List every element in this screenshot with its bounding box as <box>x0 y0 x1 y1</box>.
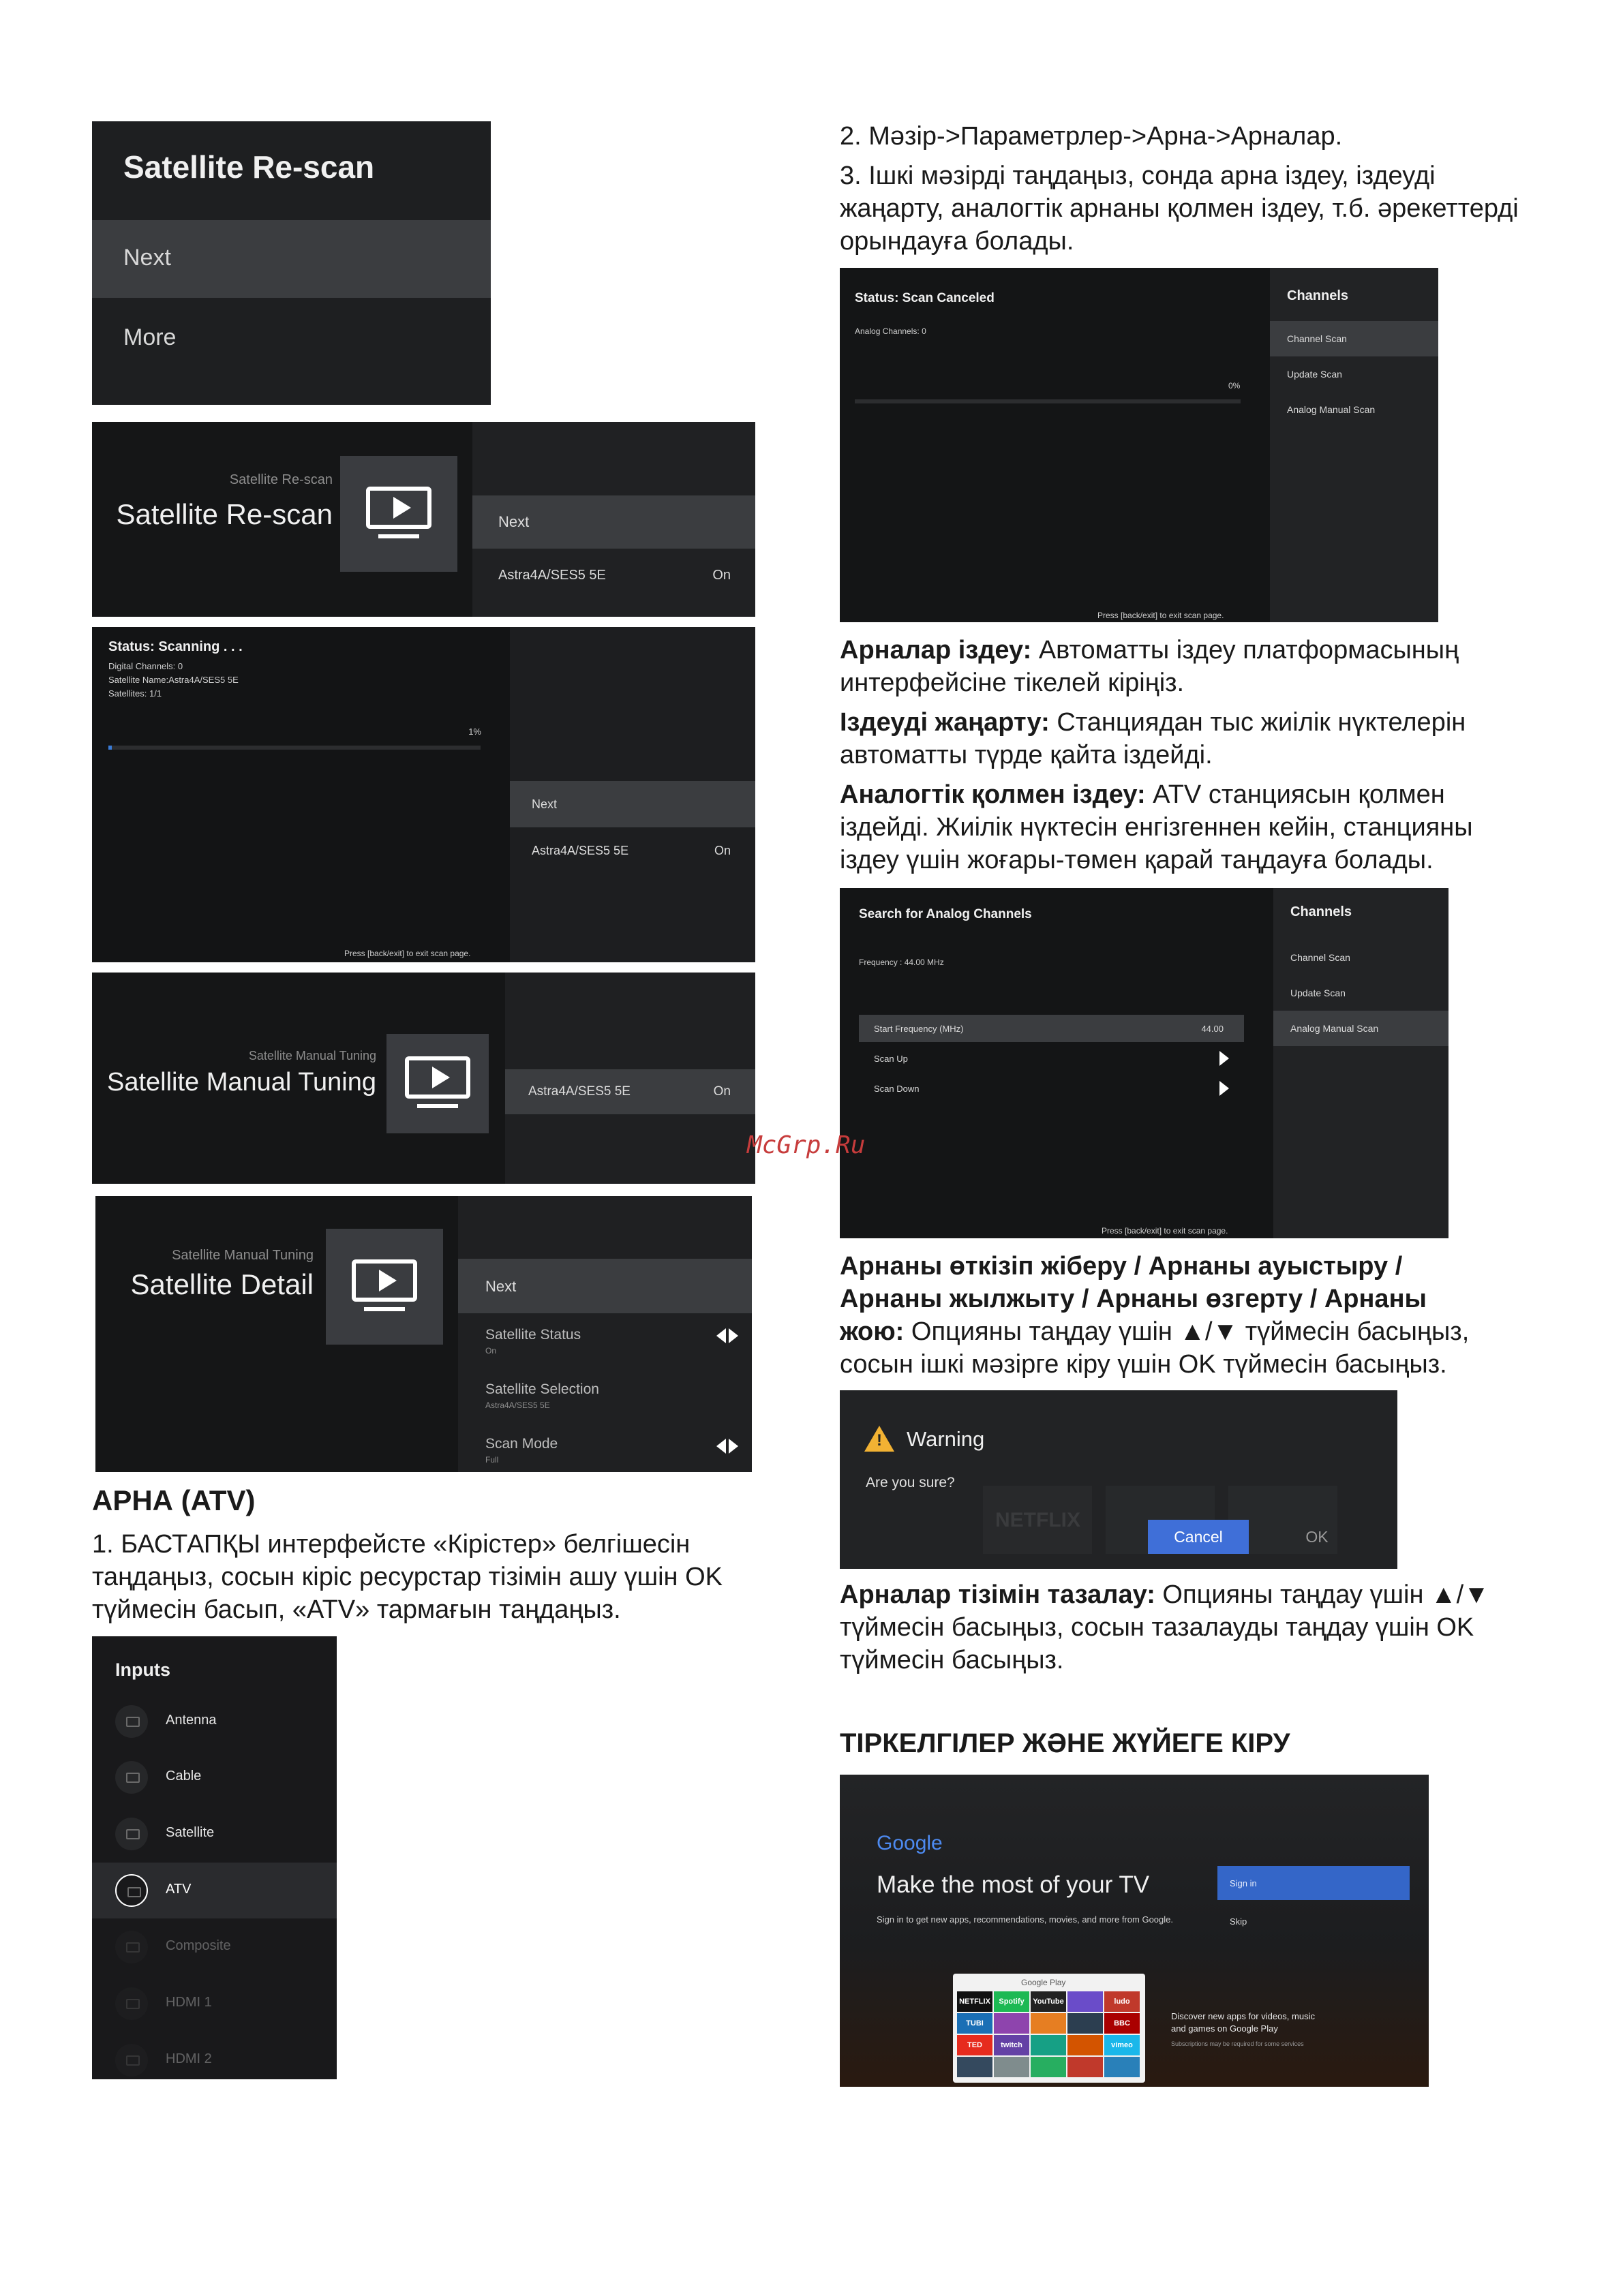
app-tile <box>994 2013 1029 2034</box>
warning-icon: ! <box>864 1426 894 1452</box>
app-tile: Spotify <box>994 1991 1029 2012</box>
channels-menu-analog-manual-scan[interactable] <box>1270 392 1438 427</box>
app-tile <box>1067 2057 1103 2077</box>
google-promo: Discover new apps for videos, music and games on Google Play <box>1171 2011 1315 2034</box>
app-tile: vimeo <box>1104 2035 1140 2055</box>
cancel-button-label: Cancel <box>1174 1528 1223 1546</box>
detail-selection-label: Satellite Selection <box>485 1381 599 1397</box>
google-play-panel <box>953 1974 1145 2083</box>
tv-input-icon <box>115 1818 148 1850</box>
google-play-label: Google Play <box>1021 1978 1066 1987</box>
left-right-arrows-icon[interactable] <box>716 1328 738 1347</box>
clear-list-desc-bold: Арналар тізімін тазалау: <box>840 1580 1155 1609</box>
tv-input-icon <box>115 1874 148 1907</box>
app-tile <box>1067 2035 1103 2055</box>
tv-play-icon <box>386 1034 489 1133</box>
input-item-atv[interactable] <box>92 1863 337 1918</box>
hdmi-input-icon <box>115 1987 148 2020</box>
scanning-digital: Digital Channels: 0 <box>108 661 183 671</box>
cancel-button[interactable] <box>1148 1520 1249 1554</box>
channel-edit-desc-bold: Арнаны өткізіп жіберу / Арнаны ауыстыру / Арнаны жылжыту / Арнаны өзгерту / Арнаны жою: <box>840 1252 1427 1346</box>
inputs-title: Inputs <box>115 1659 170 1680</box>
analog-search-frequency: Frequency : 44.00 MHz <box>859 958 944 967</box>
input-item-label: ATV <box>166 1882 192 1897</box>
detail-satellite-status[interactable] <box>458 1313 752 1368</box>
app-tile <box>1104 2057 1140 2077</box>
analog-search-hint: Press [back/exit] to exit scan page. <box>1102 1226 1228 1236</box>
scanning-progress-track <box>108 746 481 750</box>
scanning-screen <box>92 627 755 962</box>
channels-menu-label: Channel Scan <box>1287 333 1347 344</box>
rescan-page-screen <box>92 422 755 617</box>
input-item-hdmi2[interactable] <box>92 2032 337 2079</box>
channels-menu-label: Channel Scan <box>1290 952 1350 963</box>
input-item-label: Antenna <box>166 1713 217 1728</box>
scan-down-row[interactable] <box>859 1073 1244 1103</box>
detail-next-label: Next <box>485 1278 517 1295</box>
rescan-menu-next-label: Next <box>123 245 171 271</box>
ok-button[interactable] <box>1266 1520 1367 1554</box>
sign-in-button[interactable] <box>1217 1866 1410 1900</box>
channels-menu-label: Update Scan <box>1287 369 1342 380</box>
accounts-heading: ТІРКЕЛГІЛЕР ЖӘНЕ ЖҮЙЕГЕ КІРУ <box>840 1728 1290 1758</box>
tv-play-icon <box>326 1229 443 1345</box>
scanning-satellite-label: Astra4A/SES5 5E <box>532 844 629 857</box>
tv-input-icon <box>115 1761 148 1794</box>
clear-list-desc-text: Опцияны таңдау үшін ▲/▼ түймесін басыңыз, сосын тазалауды таңдау үшін OK түймесін басыңыз. <box>840 1580 1489 1674</box>
rescan-page-next-label: Next <box>498 513 530 530</box>
rescan-page-satellite-state: On <box>712 568 731 583</box>
rescan-menu-more-label: More <box>123 324 177 350</box>
scanning-satellite[interactable] <box>510 827 755 874</box>
app-tile: twitch <box>994 2035 1029 2055</box>
manual-tuning-satellite-state: On <box>713 1084 731 1099</box>
channel-scan-desc <box>840 634 1521 699</box>
scanning-percent: 1% <box>468 726 481 737</box>
channels-menu-label: Analog Manual Scan <box>1290 1023 1379 1034</box>
input-item-satellite[interactable] <box>92 1806 337 1862</box>
scan-canceled-progress-track <box>855 399 1241 403</box>
app-tile <box>994 2057 1029 2077</box>
background-tile-label: NETFLIX <box>995 1509 1080 1531</box>
scanning-status: Status: Scanning . . . <box>108 639 243 654</box>
play-arrow-icon <box>1219 1051 1229 1069</box>
detail-next[interactable] <box>458 1259 752 1313</box>
input-item-label: Composite <box>166 1938 231 1953</box>
left-right-arrows-icon[interactable] <box>716 1439 738 1457</box>
scan-canceled-percent: 0% <box>1228 381 1241 391</box>
rescan-page-next[interactable] <box>472 495 755 549</box>
app-tile: BBC <box>1104 2013 1140 2034</box>
detail-status-label: Satellite Status <box>485 1327 581 1343</box>
app-tile-grid <box>957 1991 1141 2080</box>
rescan-page-satellite[interactable] <box>472 549 755 602</box>
scan-canceled-status: Status: Scan Canceled <box>855 291 995 305</box>
channels-menu-update-scan[interactable] <box>1270 356 1438 392</box>
background-tile <box>983 1486 1092 1554</box>
update-scan-desc <box>840 706 1521 771</box>
channels-menu-title: Channels <box>1287 288 1349 303</box>
tv-play-icon <box>340 456 457 572</box>
app-tile <box>1031 2013 1066 2034</box>
rescan-page-satellite-label: Astra4A/SES5 5E <box>498 568 606 583</box>
app-tile: TUBI <box>957 2013 992 2034</box>
tv-input-icon <box>115 1705 148 1738</box>
ok-button-label: OK <box>1305 1528 1329 1546</box>
warning-screen <box>840 1390 1397 1569</box>
scanning-satellite-state: On <box>714 844 731 857</box>
app-tile <box>957 2057 992 2077</box>
start-frequency-row[interactable] <box>859 1015 1244 1042</box>
clear-list-desc <box>840 1578 1528 1677</box>
manual-tuning-big-title: Satellite Manual Tuning <box>106 1068 376 1097</box>
skip-button-label: Skip <box>1230 1916 1247 1927</box>
scanning-next-label: Next <box>532 797 558 811</box>
analog-scan-desc-text: ATV станциясын қолмен іздейді. Жиілік нүктесін енгізгеннен кейін, станцияны іздеу үшін жоғары-төмен қарай таңдауға болады. <box>840 780 1473 874</box>
manual-tuning-satellite[interactable] <box>505 1069 755 1114</box>
channels-menu-title: Channels <box>1290 904 1352 919</box>
detail-mode-label: Scan Mode <box>485 1436 558 1452</box>
atv-heading: АРНА (ATV) <box>92 1484 256 1516</box>
analog-search-title: Search for Analog Channels <box>859 907 1032 921</box>
scan-down-label: Scan Down <box>874 1084 920 1094</box>
skip-button[interactable] <box>1217 1908 1410 1935</box>
detail-scan-mode[interactable] <box>458 1422 752 1472</box>
manual-tuning-screen <box>92 973 755 1184</box>
input-item-composite[interactable] <box>92 1919 337 1975</box>
channels-menu-label: Analog Manual Scan <box>1287 404 1376 415</box>
input-item-antenna[interactable] <box>92 1694 337 1749</box>
manual-tuning-small-title: Satellite Manual Tuning <box>248 1049 376 1062</box>
scanning-progress-fill <box>108 746 112 750</box>
app-tile: NETFLIX <box>957 1991 992 2012</box>
start-frequency-value: 44.00 <box>1201 1024 1224 1034</box>
channels-menu-update-scan[interactable] <box>1273 975 1448 1011</box>
input-item-label: Satellite <box>166 1825 215 1840</box>
warning-title: Warning <box>907 1427 985 1451</box>
satellite-detail-screen <box>95 1196 752 1472</box>
input-item-hdmi1[interactable] <box>92 1976 337 2032</box>
sign-in-button-label: Sign in <box>1230 1878 1257 1888</box>
detail-small-title: Satellite Manual Tuning <box>172 1248 314 1263</box>
scanning-hint: Press [back/exit] to exit scan page. <box>344 949 471 958</box>
update-scan-desc-bold: Іздеуді жаңарту: <box>840 708 1050 737</box>
scanning-satellites: Satellites: 1/1 <box>108 688 162 699</box>
manual-tuning-satellite-label: Astra4A/SES5 5E <box>528 1084 631 1099</box>
channels-menu-label: Update Scan <box>1290 988 1346 998</box>
inputs-screen <box>92 1636 337 2079</box>
input-item-label: Cable <box>166 1769 202 1784</box>
atv-text: 1. БАСТАПҚЫ интерфейсте «Кірістер» белгішесін таңдаңыз, сосын кіріс ресурстар тізімін ашу үшін OK түймесін басып, «ATV» тармағын таңдаңыз. <box>92 1530 723 1624</box>
step-3-text: 3. Ішкі мәзірді таңдаңыз, сонда арна іздеу, іздеуді жаңарту, аналогтік арнаны қолмен іздеу, т.б. әрекеттерді орындауға болады. <box>840 162 1519 256</box>
scanning-next[interactable] <box>510 781 755 827</box>
channel-edit-desc <box>840 1250 1481 1381</box>
input-item-label: HDMI 1 <box>166 1995 212 2010</box>
app-tile <box>1031 2057 1066 2077</box>
scan-up-row[interactable] <box>859 1043 1244 1073</box>
scan-canceled-hint: Press [back/exit] to exit scan page. <box>1097 611 1224 620</box>
app-tile <box>1067 1991 1103 2012</box>
channel-scan-desc-text: Автоматты іздеу платформасының интерфейсіне тікелей кіріңіз. <box>840 636 1459 697</box>
app-tile: YouTube <box>1031 1991 1066 2012</box>
scanning-satellite-name: Satellite Name:Astra4A/SES5 5E <box>108 675 239 685</box>
channel-edit-desc-text: Опцияны таңдау үшін ▲/▼ түймесін басыңыз, сосын ішкі мәзірге кіру үшін OK түймесін басыңыз. <box>840 1317 1470 1379</box>
google-logo: Google <box>877 1832 943 1854</box>
update-scan-desc-text: Станциядан тыс жиілік нүктелерін автоматты түрде қайта іздейді. <box>840 708 1466 769</box>
google-signin-screen <box>840 1775 1429 2087</box>
step-2-text: 2. Мәзір->Параметрлер->Арна->Арналар. <box>840 122 1343 151</box>
rescan-menu-screen <box>92 121 491 405</box>
channel-scan-desc-bold: Арналар іздеу: <box>840 636 1032 664</box>
app-tile: ludo <box>1104 1991 1140 2012</box>
channels-menu-channel-scan[interactable] <box>1273 940 1448 975</box>
play-arrow-icon <box>1219 1081 1229 1099</box>
google-promo-note: Subscriptions may be required for some services <box>1171 2040 1304 2047</box>
analog-scan-desc <box>840 778 1521 876</box>
rescan-menu-next[interactable] <box>92 220 491 298</box>
detail-selection-value: Astra4A/SES5 5E <box>485 1400 550 1410</box>
app-tile: TED <box>957 2035 992 2055</box>
rescan-page-small-title: Satellite Re-scan <box>229 472 333 487</box>
analog-scan-desc-bold: Аналогтік қолмен іздеу: <box>840 780 1146 809</box>
start-frequency-label: Start Frequency (MHz) <box>874 1024 964 1034</box>
app-tile <box>1031 2035 1066 2055</box>
detail-status-value: On <box>485 1346 497 1356</box>
input-item-cable[interactable] <box>92 1749 337 1805</box>
warning-question: Are you sure? <box>866 1475 955 1490</box>
rescan-menu-more[interactable] <box>92 299 491 376</box>
channels-menu-channel-scan[interactable] <box>1270 321 1438 356</box>
detail-mode-value: Full <box>485 1455 499 1465</box>
input-item-label: HDMI 2 <box>166 2051 212 2066</box>
analog-search-screen <box>840 888 1448 1238</box>
rescan-page-big-title: Satellite Re-scan <box>116 498 333 530</box>
scan-canceled-screen <box>840 268 1438 622</box>
composite-input-icon <box>115 1931 148 1963</box>
scan-canceled-analog: Analog Channels: 0 <box>855 326 926 336</box>
rescan-menu-title: Satellite Re-scan <box>123 149 375 185</box>
app-tile <box>1067 2013 1103 2034</box>
hdmi-input-icon <box>115 2044 148 2077</box>
channels-menu-analog-manual-scan[interactable] <box>1273 1011 1448 1046</box>
watermark: McGrp.Ru <box>747 1131 866 1159</box>
scan-up-label: Scan Up <box>874 1054 908 1064</box>
google-title: Make the most of your TV <box>877 1871 1150 1898</box>
google-subtitle: Sign in to get new apps, recommendations, movies, and more from Google. <box>877 1914 1173 1925</box>
detail-satellite-selection[interactable] <box>458 1368 752 1422</box>
detail-big-title: Satellite Detail <box>130 1268 314 1300</box>
